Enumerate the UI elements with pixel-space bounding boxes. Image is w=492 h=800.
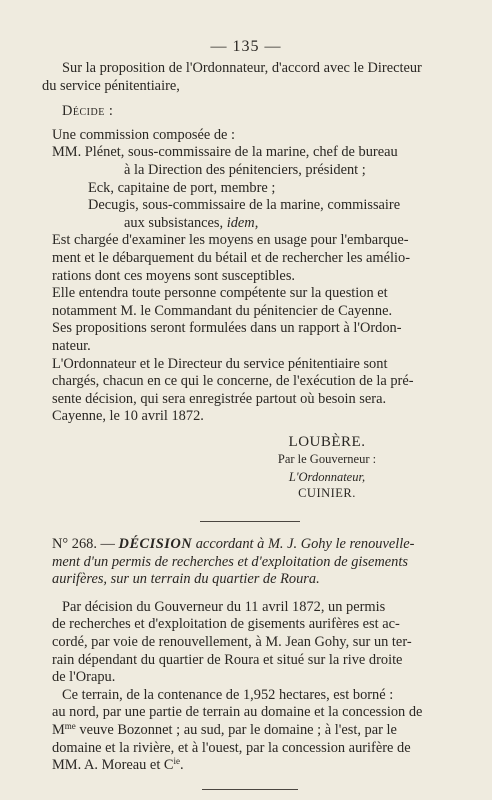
member-line bbox=[52, 215, 447, 233]
decision-title-line: ment d'un permis de recherches et d'exploitation de gisements bbox=[52, 553, 408, 570]
paragraph-entendra bbox=[52, 285, 447, 320]
member-line: Decugis, sous-commissaire de la marine, commissaire bbox=[88, 197, 401, 214]
decide-heading bbox=[52, 103, 447, 121]
paragraph-propositions bbox=[52, 320, 447, 355]
text-line: nateur. bbox=[52, 337, 91, 354]
text-line-start: MM. A. Moreau et C bbox=[52, 757, 174, 774]
text-line: au nord, par une partie de terrain au domaine et la concession de bbox=[52, 704, 423, 721]
mme-abbrev: M bbox=[52, 722, 65, 738]
section-divider bbox=[200, 521, 300, 522]
decide-label: Décide : bbox=[62, 103, 114, 120]
text-line-end: . bbox=[180, 757, 184, 774]
signature-block bbox=[252, 434, 402, 503]
intro-paragraph bbox=[42, 60, 447, 95]
text-line bbox=[52, 757, 447, 775]
ordonnateur-label: L'Ordonnateur, bbox=[288, 470, 366, 485]
date-line: Cayenne, le 10 avril 1872. bbox=[52, 408, 204, 425]
text-line: Elle entendra toute personne compétente sur la question et bbox=[52, 285, 388, 302]
text-line: Par décision du Gouverneur du 11 avril 1872, un permis bbox=[62, 598, 386, 615]
intro-line: Sur la proposition de l'Ordonnateur, d'accord avec le Directeur bbox=[62, 60, 422, 76]
text-line: rations dont ces moyens sont susceptibles. bbox=[52, 267, 296, 284]
decision-word: DÉCISION bbox=[118, 536, 193, 553]
text-line: Ses propositions seront formulées dans un rapport à l'Ordon- bbox=[52, 320, 402, 337]
cuinier-signature: CUINIER. bbox=[298, 486, 356, 501]
text-line: de l'Orapu. bbox=[52, 669, 116, 686]
text-line-rest: veuve Bozonnet ; au sud, par le domaine ; à l'est, par le bbox=[75, 722, 397, 738]
paragraph-execution bbox=[52, 356, 447, 409]
idem-word: idem, bbox=[226, 214, 259, 231]
intro-line: du service pénitentiaire, bbox=[42, 77, 180, 94]
end-divider bbox=[202, 789, 298, 790]
decision-title-text: accordant à M. J. Gohy le renouvelle- bbox=[192, 536, 415, 553]
text-line: de recherches et d'exploitation de gisements aurifères est ac- bbox=[52, 616, 400, 633]
cie-sup: ie bbox=[173, 756, 181, 767]
member-line-text: aux subsistances, idem, bbox=[124, 214, 259, 231]
paragraph-par-decision bbox=[52, 599, 447, 687]
page-number: — 135 — bbox=[210, 38, 282, 55]
decision-title-line: aurifères, sur un terrain du quartier de Roura. bbox=[52, 571, 320, 588]
text-line: sente décision, qui sera enregistrée partout où besoin sera. bbox=[52, 390, 387, 407]
text-line: chargés, chacun en ce qui le concerne, de l'exécution de la pré- bbox=[52, 373, 414, 390]
text-line: Ce terrain, de la contenance de 1,952 hectares, est borné : bbox=[62, 686, 394, 703]
commission-line bbox=[52, 127, 447, 145]
text-line: ment et le débarquement du bétail et de rechercher les amélio- bbox=[52, 249, 410, 266]
members-list bbox=[52, 144, 447, 232]
decision-title-line bbox=[52, 536, 447, 554]
decision-dash: — bbox=[100, 536, 115, 553]
text-line: notamment M. le Commandant du pénitencier de Cayenne. bbox=[52, 302, 393, 319]
paragraph-ce-terrain bbox=[52, 687, 447, 775]
member-line: MM. Plénet, sous-commissaire de la marine, chef de bureau bbox=[52, 144, 398, 161]
decision-number: N° 268. bbox=[52, 536, 97, 553]
text-line: Est chargée d'examiner les moyens en usage pour l'embarque- bbox=[52, 232, 409, 249]
text-line bbox=[52, 722, 447, 740]
paragraph-est-chargee bbox=[52, 232, 447, 285]
text-line: L'Ordonnateur et le Directeur du service pénitentiaire sont bbox=[52, 355, 388, 372]
text-line: cordé, par voie de renouvellement, à M. Jean Gohy, sur un ter- bbox=[52, 634, 412, 651]
text-line: rain dépendant du quartier de Roura et situé sur la rive droite bbox=[52, 651, 403, 668]
text-line: domaine et la rivière, et à l'ouest, par la concession aurifère de bbox=[52, 739, 411, 756]
commission-text: Une commission composée de : bbox=[52, 126, 236, 143]
document-body bbox=[42, 60, 447, 790]
par-le-gouverneur: Par le Gouverneur : bbox=[277, 452, 377, 467]
member-line: à la Direction des pénitenciers, président ; bbox=[124, 161, 366, 178]
governor-signature: LOUBÈRE. bbox=[288, 433, 366, 450]
mme-sup: me bbox=[64, 721, 76, 731]
member-line: Eck, capitaine de port, membre ; bbox=[88, 179, 276, 196]
decision-heading bbox=[52, 536, 447, 589]
